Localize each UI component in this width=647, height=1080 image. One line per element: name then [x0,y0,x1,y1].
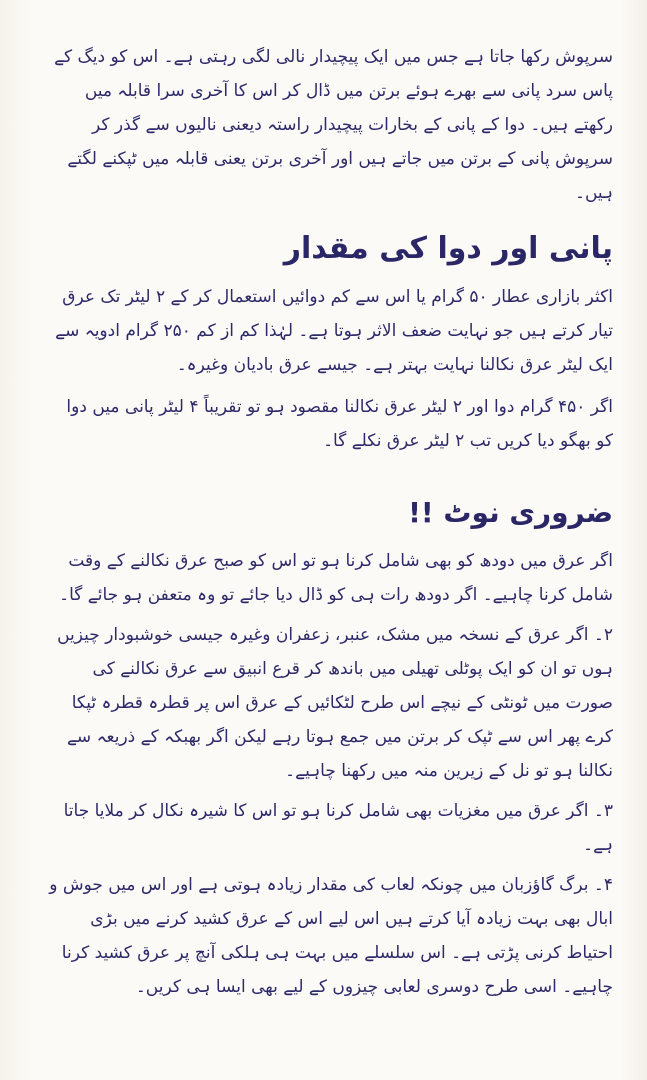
note-2: ۲۔ اگر عرق کے نسخہ میں مشک، عنبر، زعفران وغیرہ جیسی خوشبودار چیزیں ہوں تو ان کو ایک پوٹلی تھیلی میں باندھ کر قرع انبیق سے عرق نکالنے کی صورت میں ٹونٹی کے نیچے اس طرح لٹکائیں کے عرق اس پر قطرہ قطرہ ٹپکا کرے پھر اس سے ٹپک کر برتن میں جمع ہوتا رہے لیکن اگر بھبکہ کے ذریعہ سے نکالنا ہو تو نل کے زیرین منہ میں رکھنا چاہیے۔ [57,625,613,781]
section-heading-quantity: پانی اور دوا کی مقدار [283,231,613,266]
section-important-notes [46,492,613,1004]
section-heading-notes: ضروری نوٹ !! [408,496,613,529]
note-1: اگر عرق میں دودھ کو بھی شامل کرنا ہو تو اس کو صبح عرق نکالنے کے وقت شامل کرنا چاہیے۔ اگر دودھ رات ہی کو ڈال دیا جائے تو وہ متعفن ہو جائے گا۔ [59,551,613,605]
section-water-and-medicine-quantity [46,228,613,458]
note-3: ۳۔ اگر عرق میں مغزیات بھی شامل کرنا ہو تو اس کا شیرہ نکال کر ملایا جاتا ہے۔ [63,801,613,855]
intro-paragraph: سرپوش رکھا جاتا ہے جس میں ایک پیچیدار نالی لگی رہتی ہے۔ اس کو دیگ کے پاس سرد پانی سے بھرے ہوئے برتن میں ڈال کر اس کا آخری سرا قابلہ میں رکھتے ہیں۔ دوا کے پانی کے بخارات پیچیدار راستہ دیعنی نالیوں سے گذر کر سرپوش پانی کے برتن میں جاتے ہیں اور آخری برتن یعنی قابلہ میں ٹپکنے لگتے ہیں۔ [54,47,613,203]
intro-section [46,40,613,210]
note-4: ۴۔ برگ گاؤزبان میں چونکہ لعاب کی مقدار زیادہ ہوتی ہے اور اس میں جوش و ابال بھی بہت زیادہ آیا کرتے ہیں اس لیے اس کے عرق کشید کرنے میں بڑی احتیاط کرنی پڑتی ہے۔ اس سلسلے میں بہت ہی ہلکی آنچ پر عرق کشید کرنا چاہیے۔ اسی طرح دوسری لعابی چیزوں کے لیے بھی ایسا ہی کریں۔ [49,875,613,997]
quantity-paragraph-2: اگر ۴۵۰ گرام دوا اور ۲ لیٹر عرق نکالنا مقصود ہو تو تقریباً ۴ لیٹر پانی میں دوا کو بھگو دیا کریں تب ۲ لیٹر عرق نکلے گا۔ [66,397,613,451]
quantity-paragraph-1: اکثر بازاری عطار ۵۰ گرام یا اس سے کم دوائیں استعمال کر کے ۲ لیٹر تک عرق تیار کرتے ہیں جو نہایت ضعف الاثر ہوتا ہے۔ لہٰذا کم از کم ۲۵۰ گرام ادویہ سے ایک لیٹر عرق نکالنا نہایت بہتر ہے۔ جیسے عرق بادیان وغیرہ۔ [55,287,613,375]
